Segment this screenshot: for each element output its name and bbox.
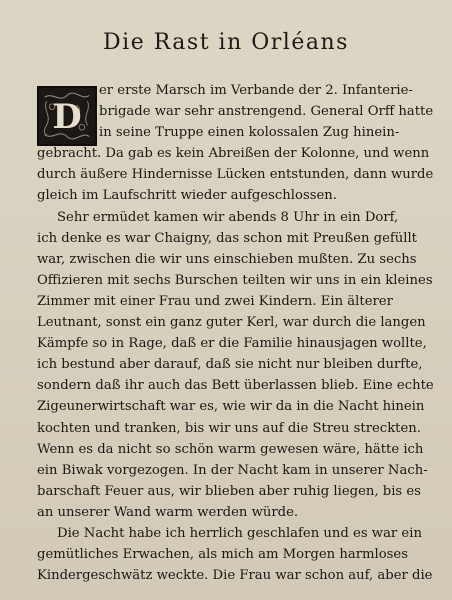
chapter-title: Die Rast in Orléans [103,30,349,55]
text-line: Leutnant, sonst ein ganz guter Kerl, war durch die langen [37,315,426,331]
text-line: durch äußere Hindernisse Lücken entstunden, dann wurde [37,167,434,183]
text-line: kochten und tranken, bis wir uns auf die Streu streckten. [37,420,421,436]
text-line: gemütliches Erwachen, als mich am Morgen harmloses [37,547,408,563]
text-line: er erste Marsch im Verbande der 2. Infanterie- [99,83,413,98]
text-line: sondern daß ihr auch das Bett überlassen blieb. Eine echte [37,378,434,394]
text-line: Wenn es da nicht so schön warm gewesen wäre, hätte ich [37,441,424,457]
text-line: in seine Truppe einen kolossalen Zug hinein- [99,125,400,141]
text-line: war, zwischen die wir uns einschieben mußten. Zu sechs [37,251,417,267]
text-line: Sehr ermüdet kamen wir abends 8 Uhr in ein Dorf, [57,209,399,225]
text-line: ich denke es war Chaigny, das schon mit Preußen gefüllt [37,230,417,246]
text-line: gleich im Laufschritt wieder aufgeschlossen. [37,188,337,204]
text-line: Offizieren mit sechs Burschen teilten wir uns in ein kleines [37,272,433,288]
text-line: brigade war sehr anstrengend. General Orff hatte [99,104,434,120]
text-line: ich bestund aber darauf, daß sie nicht nur bleiben durfte, [37,357,423,373]
text-line: gebracht. Da gab es kein Abreißen der Kolonne, und wenn [37,146,430,162]
text-line: barschaft Feuer aus, wir blieben aber ruhig liegen, bis es [37,483,421,499]
text-line: Kämpfe so in Rage, daß er die Familie hinausjagen wollte, [37,336,427,352]
text-line: an unserer Wand warm werden würde. [37,504,299,520]
body-text [37,80,437,586]
text-line: ein Biwak vorgezogen. In der Nacht kam in unserer Nach- [37,462,428,478]
text-line: Kindergeschwätz weckte. Die Frau war schon auf, aber die [37,568,433,584]
svg-text:D: D [52,96,82,137]
text-line: Zigeunerwirtschaft war es, wie wir da in die Nacht hinein [37,399,425,415]
text-line: Die Nacht habe ich herrlich geschlafen und es war ein [57,525,422,541]
text-line: Zimmer mit einer Frau und zwei Kindern. Ein älterer [37,293,393,309]
